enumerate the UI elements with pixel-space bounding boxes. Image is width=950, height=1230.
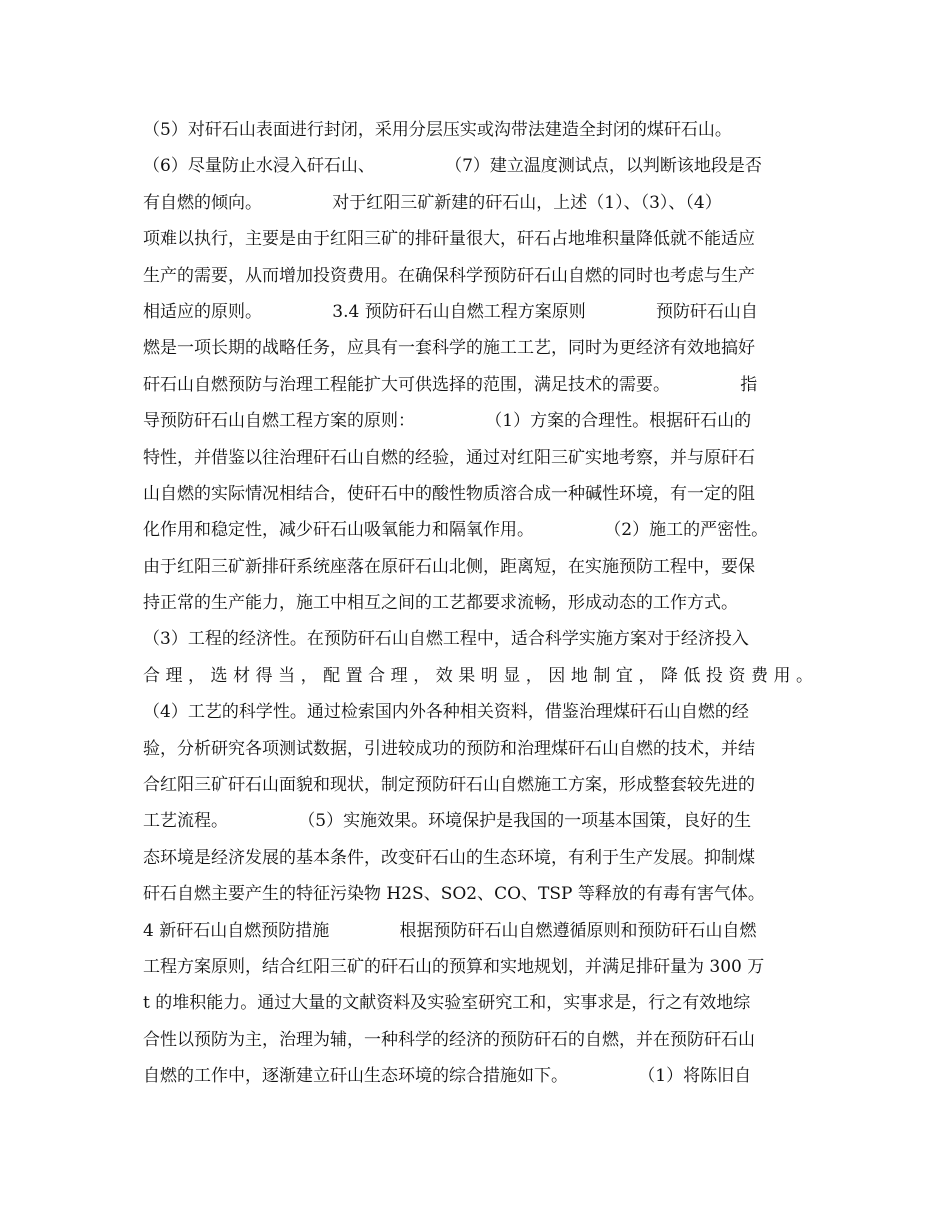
text-line: 生产的需要，从而增加投资费用。在确保科学预防矸石山自燃的同时也考虑与生产 (143, 265, 755, 286)
text-line: （4）工艺的科学性。通过检索国内外各种相关资料，借鉴治理煤矸石山自燃的经 (143, 702, 749, 723)
body-text (143, 112, 813, 1095)
text-line: 合 理 ， 选 材 得 当 ， 配 置 合 理 ， 效 果 明 显 ， 因 地 制 宜 ， 降 低 投 资 费 用 。 (143, 665, 813, 686)
text-line: 工艺流程。 （5）实施效果。环境保护是我国的一项基本国策，良好的生 (143, 811, 752, 832)
text-line: 合红阳三矿矸石山面貌和现状，制定预防矸石山自燃施工方案，形成整套较先进的 (143, 775, 755, 796)
text-line: 项难以执行，主要是由于红阳三矿的排矸量很大，矸石占地堆积量降低就不能适应 (143, 229, 755, 250)
text-line: t 的堆积能力。通过大量的文献资料及实验室研究工和，实事求是，行之有效地综 (143, 993, 751, 1014)
text-line: （6）尽量防止水浸入矸石山、 （7）建立温度测试点，以判断该地段是否 (143, 156, 762, 177)
text-line: 相适应的原则。 3.4 预防矸石山自燃工程方案原则 预防矸石山自 (143, 301, 758, 322)
text-line: 自燃的工作中，逐渐建立矸山生态环境的综合措施如下。 （1）将陈旧自 (143, 1066, 752, 1087)
text-line: 矸石山自燃预防与治理工程能扩大可供选择的范围，满足技术的需要。 指 (143, 374, 758, 395)
text-line: 由于红阳三矿新排矸系统座落在原矸石山北侧，距离短，在实施预防工程中，要保 (143, 556, 755, 577)
text-line: 持正常的生产能力，施工中相互之间的工艺都要求流畅，形成动态的工作方式。 (143, 593, 738, 614)
text-line: 导预防矸石山自燃工程方案的原则： （1）方案的合理性。根据矸石山的 (143, 411, 752, 432)
text-line: 有自燃的倾向。 对于红阳三矿新建的矸石山，上述（1）、（3）、（4） (143, 192, 722, 213)
text-line: 合性以预防为主，治理为辅，一种科学的经济的预防矸石的自燃，并在预防矸石山 (143, 1029, 755, 1050)
text-line: 工程方案原则，结合红阳三矿的矸石山的预算和实地规划，并满足排矸量为 300 万 (143, 956, 765, 977)
text-line: 态环境是经济发展的基本条件，改变矸石山的生态环境，有利于生产发展。抑制煤 (143, 847, 755, 868)
text-line: （3）工程的经济性。在预防矸石山自燃工程中，适合科学实施方案对于经济投入 (143, 629, 749, 650)
text-line: 特性，并借鉴以往治理矸石山自燃的经验，通过对红阳三矿实地考察，并与原矸石 (143, 447, 755, 468)
text-line: 山自燃的实际情况相结合，使矸石中的酸性物质溶合成一种碱性环境，有一定的阻 (143, 483, 755, 504)
text-line: 4 新矸石山自燃预防措施 根据预防矸石山自燃遵循原则和预防矸石山自燃 (143, 920, 757, 941)
text-line: 验，分析研究各项测试数据，引进较成功的预防和治理煤矸石山自燃的技术，并结 (143, 738, 755, 759)
text-line: 燃是一项长期的战略任务，应具有一套科学的施工工艺，同时为更经济有效地搞好 (143, 338, 755, 359)
text-line: （5）对矸石山表面进行封闭，采用分层压实或沟带法建造全封闭的煤矸石山。 (143, 120, 732, 140)
text-line: 矸石自燃主要产生的特征污染物 H2S、SO2、CO、TSP 等释放的有毒有害气体。 (143, 884, 765, 905)
text-line: 化作用和稳定性，减少矸石山吸氧能力和隔氧作用。 （2）施工的严密性。 (143, 520, 769, 541)
